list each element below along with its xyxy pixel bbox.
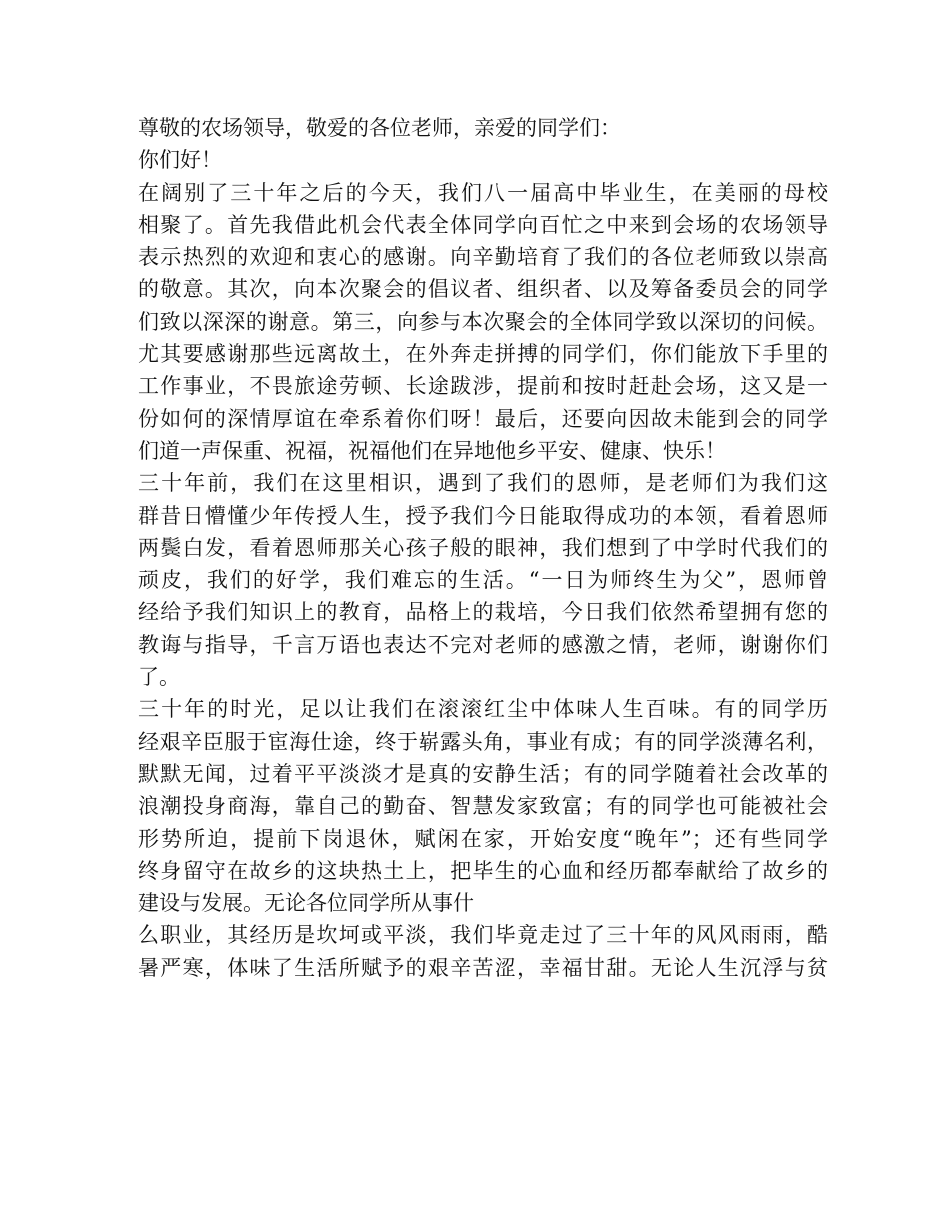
- text-line: 工作事业，不畏旅途劳顿、长途跋涉，提前和按时赶赴会场，这又是一: [138, 374, 828, 399]
- text-line: 表示热烈的欢迎和衷心的感谢。向辛勤培育了我们的各位老师致以崇高: [138, 245, 828, 270]
- text-line: 浪潮投身商海，靠自己的勤奋、智慧发家致富；有的同学也可能被社会: [138, 794, 828, 819]
- text-line: 暑严寒，体味了生活所赋予的艰辛苦涩，幸福甘甜。无论人生沉浮与贫: [138, 955, 828, 980]
- text-line: 建设与发展。无论各位同学所从事什: [138, 891, 474, 916]
- text-line: 你们好！: [138, 148, 222, 173]
- text-line: 么职业，其经历是坎坷或平淡，我们毕竟走过了三十年的风风雨雨，酷: [138, 923, 828, 948]
- text-line: 份如何的深情厚谊在牵系着你们呀！最后，还要向因故未能到会的同学: [138, 406, 828, 431]
- text-line: 顽皮，我们的好学，我们难忘的生活。“一日为师终生为父”，恩师曾: [138, 568, 828, 593]
- text-line: 教诲与指导，千言万语也表达不完对老师的感激之情，老师，谢谢你们: [138, 632, 828, 657]
- text-line: 经艰辛臣服于宦海仕途，终于崭露头角，事业有成；有的同学淡薄名利，: [138, 729, 828, 754]
- text-line: 在阔别了三十年之后的今天，我们八一届高中毕业生，在美丽的母校: [138, 180, 828, 205]
- text-line: 三十年的时光，足以让我们在滚滚红尘中体味人生百味。有的同学历: [138, 697, 828, 722]
- text-line: 三十年前，我们在这里相识，遇到了我们的恩师，是老师们为我们这: [138, 471, 828, 496]
- text-line: 终身留守在故乡的这块热土上，把毕生的心血和经历都奉献给了故乡的: [138, 858, 828, 883]
- text-line: 尤其要感谢那些远离故土，在外奔走拼搏的同学们，你们能放下手里的: [138, 342, 828, 367]
- text-line: 们致以深深的谢意。第三，向参与本次聚会的全体同学致以深切的问候。: [138, 309, 828, 334]
- text-line: 了。: [138, 665, 180, 690]
- text-line: 们道一声保重、祝福，祝福他们在异地他乡平安、健康、快乐！: [138, 438, 726, 463]
- text-line: 形势所迫，提前下岗退休，赋闲在家，开始安度“晚年”；还有些同学: [138, 826, 828, 851]
- text-line: 经给予我们知识上的教育，品格上的栽培，今日我们依然希望拥有您的: [138, 600, 828, 625]
- text-line: 两鬓白发，看着恩师那关心孩子般的眼神，我们想到了中学时代我们的: [138, 535, 828, 560]
- text-line: 相聚了。首先我借此机会代表全体同学向百忙之中来到会场的农场领导: [138, 212, 828, 237]
- document-body: [138, 112, 828, 984]
- text-line: 的敬意。其次，向本次聚会的倡议者、组织者、以及筹备委员会的同学: [138, 277, 828, 302]
- text-line: 尊敬的农场领导，敬爱的各位老师，亲爱的同学们：: [138, 116, 621, 140]
- text-line: 群昔日懵懂少年传授人生，授予我们今日能取得成功的本领，看着恩师: [138, 503, 828, 528]
- text-line: 默默无闻，过着平平淡淡才是真的安静生活；有的同学随着社会改革的: [138, 761, 828, 786]
